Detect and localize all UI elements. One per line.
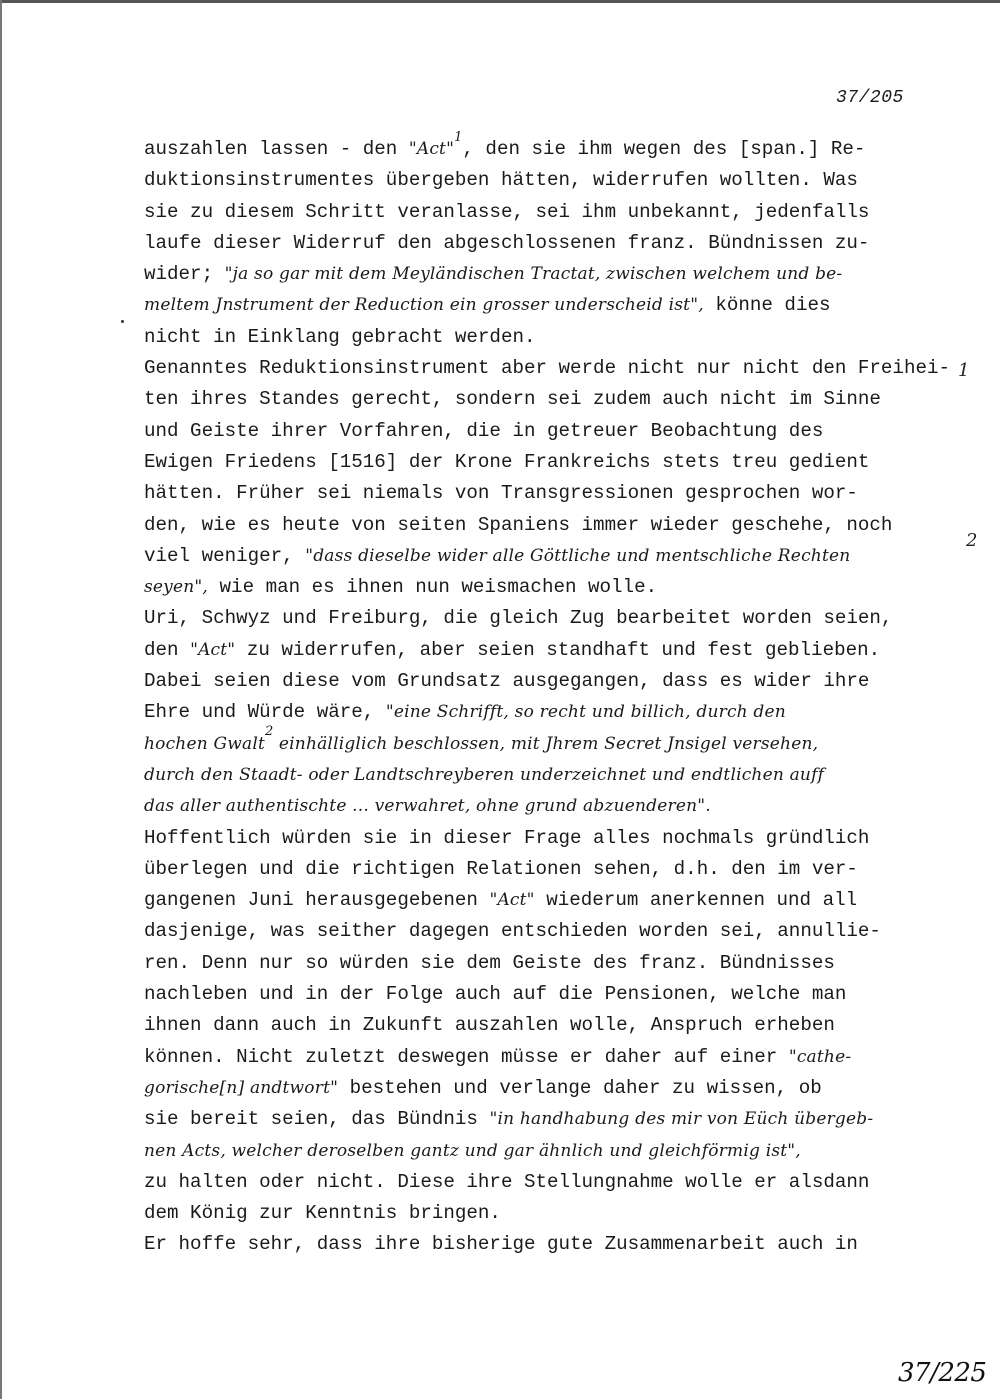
margin-note-1: 1 bbox=[958, 360, 970, 381]
text-segment: , den sie ihm wegen des [span.] Re- bbox=[462, 138, 866, 160]
quoted-text-segment: "Act" bbox=[489, 890, 535, 911]
text-line bbox=[144, 724, 904, 760]
page-number: 37/205 bbox=[836, 88, 904, 108]
scan-border-left bbox=[0, 0, 2, 1399]
text-segment: ihnen dann auch in Zukunft auszahlen wolle, Anspruch erheben bbox=[144, 1014, 835, 1037]
quoted-text-segment: hochen Gwalt bbox=[144, 733, 266, 754]
quoted-text-segment: "Act" bbox=[408, 139, 455, 159]
text-segment: ren. Denn nur so würden sie dem Geiste des franz. Bündnisses bbox=[144, 951, 835, 974]
quoted-text-segment: "eine Schrifft, so recht und billich, durch den bbox=[385, 702, 786, 723]
text-line bbox=[144, 1042, 904, 1073]
text-line bbox=[144, 290, 904, 321]
text-segment: den bbox=[144, 638, 191, 661]
text-segment: können. Nicht zuletzt deswegen müsse er daher auf einer bbox=[144, 1045, 789, 1068]
text-line bbox=[144, 510, 904, 541]
scan-border-top bbox=[0, 0, 1000, 3]
text-segment: hätten. Früher sei niemals von Transgressionen gesprochen wor- bbox=[144, 482, 858, 505]
document-body-text bbox=[144, 129, 951, 1261]
text-line bbox=[144, 760, 904, 791]
text-segment: Ewigen Friedens [1516] der Krone Frankreichs stets treu gedient bbox=[144, 450, 870, 473]
text-segment: Dabei seien diese vom Grundsatz ausgegangen, dass es wider ihre bbox=[144, 670, 870, 693]
footnote-marker: 1 bbox=[454, 129, 463, 145]
text-line bbox=[144, 979, 904, 1010]
text-line bbox=[144, 572, 904, 603]
text-segment: gangenen Juni herausgegebenen bbox=[144, 889, 490, 912]
text-line bbox=[144, 384, 904, 415]
text-segment: auszahlen lassen - den bbox=[144, 138, 409, 160]
text-segment: sie bereit seien, das Bündnis bbox=[144, 1108, 490, 1131]
quoted-text-segment: gorische[n] andtwort" bbox=[144, 1077, 339, 1098]
text-line bbox=[144, 259, 904, 290]
text-line bbox=[144, 1198, 904, 1229]
text-line bbox=[144, 228, 904, 259]
text-line bbox=[144, 948, 904, 979]
text-line bbox=[144, 541, 904, 572]
text-segment: Hoffentlich würden sie in dieser Frage alles nochmals gründlich bbox=[144, 826, 870, 849]
text-segment: ten ihres Standes gerecht, sondern sei zudem auch nicht im Sinne bbox=[144, 388, 881, 411]
margin-dot-mark bbox=[121, 320, 124, 323]
text-line bbox=[144, 635, 904, 666]
quoted-text-segment: "ja so gar mit dem Meyländischen Tractat, zwischen welchem und be- bbox=[224, 264, 843, 285]
quoted-text-segment: das aller authentischte ... verwahret, ohne grund abzuenderen". bbox=[144, 796, 711, 817]
quoted-text-segment: "in handhabung des mir von Eüch übergeb- bbox=[489, 1109, 874, 1130]
text-line bbox=[144, 1010, 904, 1041]
text-segment: zu widerrufen, aber seien standhaft und fest geblieben. bbox=[235, 638, 881, 661]
footnote-marker: 2 bbox=[265, 724, 274, 740]
text-segment: überlegen und die richtigen Relationen sehen, d.h. den im ver- bbox=[144, 857, 858, 880]
text-line bbox=[144, 603, 904, 634]
text-segment: nicht in Einklang gebracht werden. bbox=[144, 325, 536, 348]
text-line bbox=[144, 823, 904, 854]
text-segment: dem König zur Kenntnis bringen. bbox=[144, 1202, 501, 1225]
text-line bbox=[144, 165, 904, 196]
text-segment: Genanntes Reduktionsinstrument aber werde nicht nur nicht den Freihei- bbox=[144, 357, 951, 380]
text-segment: den, wie es heute von seiten Spaniens immer wieder geschehe, noch bbox=[144, 513, 893, 536]
text-segment: Ehre und Würde wäre, bbox=[144, 701, 386, 724]
quoted-text-segment: seyen", bbox=[144, 577, 209, 598]
text-line bbox=[144, 1073, 904, 1104]
text-line bbox=[144, 666, 904, 697]
text-segment: laufe dieser Widerruf den abgeschlossenen franz. Bündnissen zu- bbox=[144, 231, 870, 254]
quoted-text-segment: meltem Jnstrument der Reduction ein grosser underscheid ist", bbox=[144, 295, 704, 316]
margin-note-2: 2 bbox=[966, 530, 978, 551]
text-line bbox=[144, 916, 904, 947]
text-segment: viel weniger, bbox=[144, 544, 306, 567]
text-segment: wider; bbox=[144, 263, 225, 286]
text-line bbox=[144, 791, 904, 822]
text-segment: Er hoffe sehr, dass ihre bisherige gute Zusammenarbeit auch in bbox=[144, 1233, 858, 1256]
text-segment: bestehen und verlange daher zu wissen, ob bbox=[338, 1076, 822, 1099]
text-segment: zu halten oder nicht. Diese ihre Stellungnahme wolle er alsdann bbox=[144, 1170, 870, 1193]
text-line bbox=[144, 322, 904, 353]
text-segment: nachleben und in der Folge auch auf die Pensionen, welche man bbox=[144, 983, 847, 1006]
text-line bbox=[144, 1136, 904, 1167]
quoted-text-segment: durch den Staadt- oder Landtschreyberen underzeichnet und endtlichen auff bbox=[144, 764, 825, 785]
text-segment: könne dies bbox=[703, 294, 831, 317]
text-segment: wiederum anerkennen und all bbox=[534, 889, 858, 912]
quoted-text-segment: einhälliglich beschlossen, mit Jhrem Secret Jnsigel versehen, bbox=[273, 733, 819, 754]
handwritten-archive-number: 37/225 bbox=[898, 1358, 987, 1388]
text-line bbox=[144, 353, 951, 384]
quoted-text-segment: "Act" bbox=[190, 639, 236, 660]
text-line bbox=[144, 197, 904, 228]
text-line bbox=[144, 1229, 904, 1260]
text-segment: Uri, Schwyz und Freiburg, die gleich Zug bearbeitet worden seien, bbox=[144, 607, 893, 630]
text-line bbox=[144, 1104, 904, 1135]
text-segment: duktionsinstrumentes übergeben hätten, widerrufen wollten. Was bbox=[144, 169, 858, 192]
text-line bbox=[144, 1167, 904, 1198]
text-line bbox=[144, 416, 904, 447]
quoted-text-segment: nen Acts, welcher deroselben gantz und gar ähnlich und gleichförmig ist", bbox=[144, 1140, 801, 1161]
quoted-text-segment: "dass dieselbe wider alle Göttliche und mentschliche Rechten bbox=[305, 545, 851, 566]
text-segment: und Geiste ihrer Vorfahren, die in getreuer Beobachtung des bbox=[144, 419, 824, 442]
text-line bbox=[144, 854, 904, 885]
text-segment: wie man es ihnen nun weismachen wolle. bbox=[208, 576, 658, 599]
text-line bbox=[144, 885, 904, 916]
text-line bbox=[144, 129, 904, 165]
text-line bbox=[144, 478, 904, 509]
text-segment: dasjenige, was seither dagegen entschieden worden sei, annullie- bbox=[144, 920, 881, 943]
text-line bbox=[144, 697, 904, 728]
text-line bbox=[144, 447, 904, 478]
quoted-text-segment: "cathe- bbox=[788, 1046, 852, 1067]
text-segment: sie zu diesem Schritt veranlasse, sei ihm unbekannt, jedenfalls bbox=[144, 200, 870, 223]
